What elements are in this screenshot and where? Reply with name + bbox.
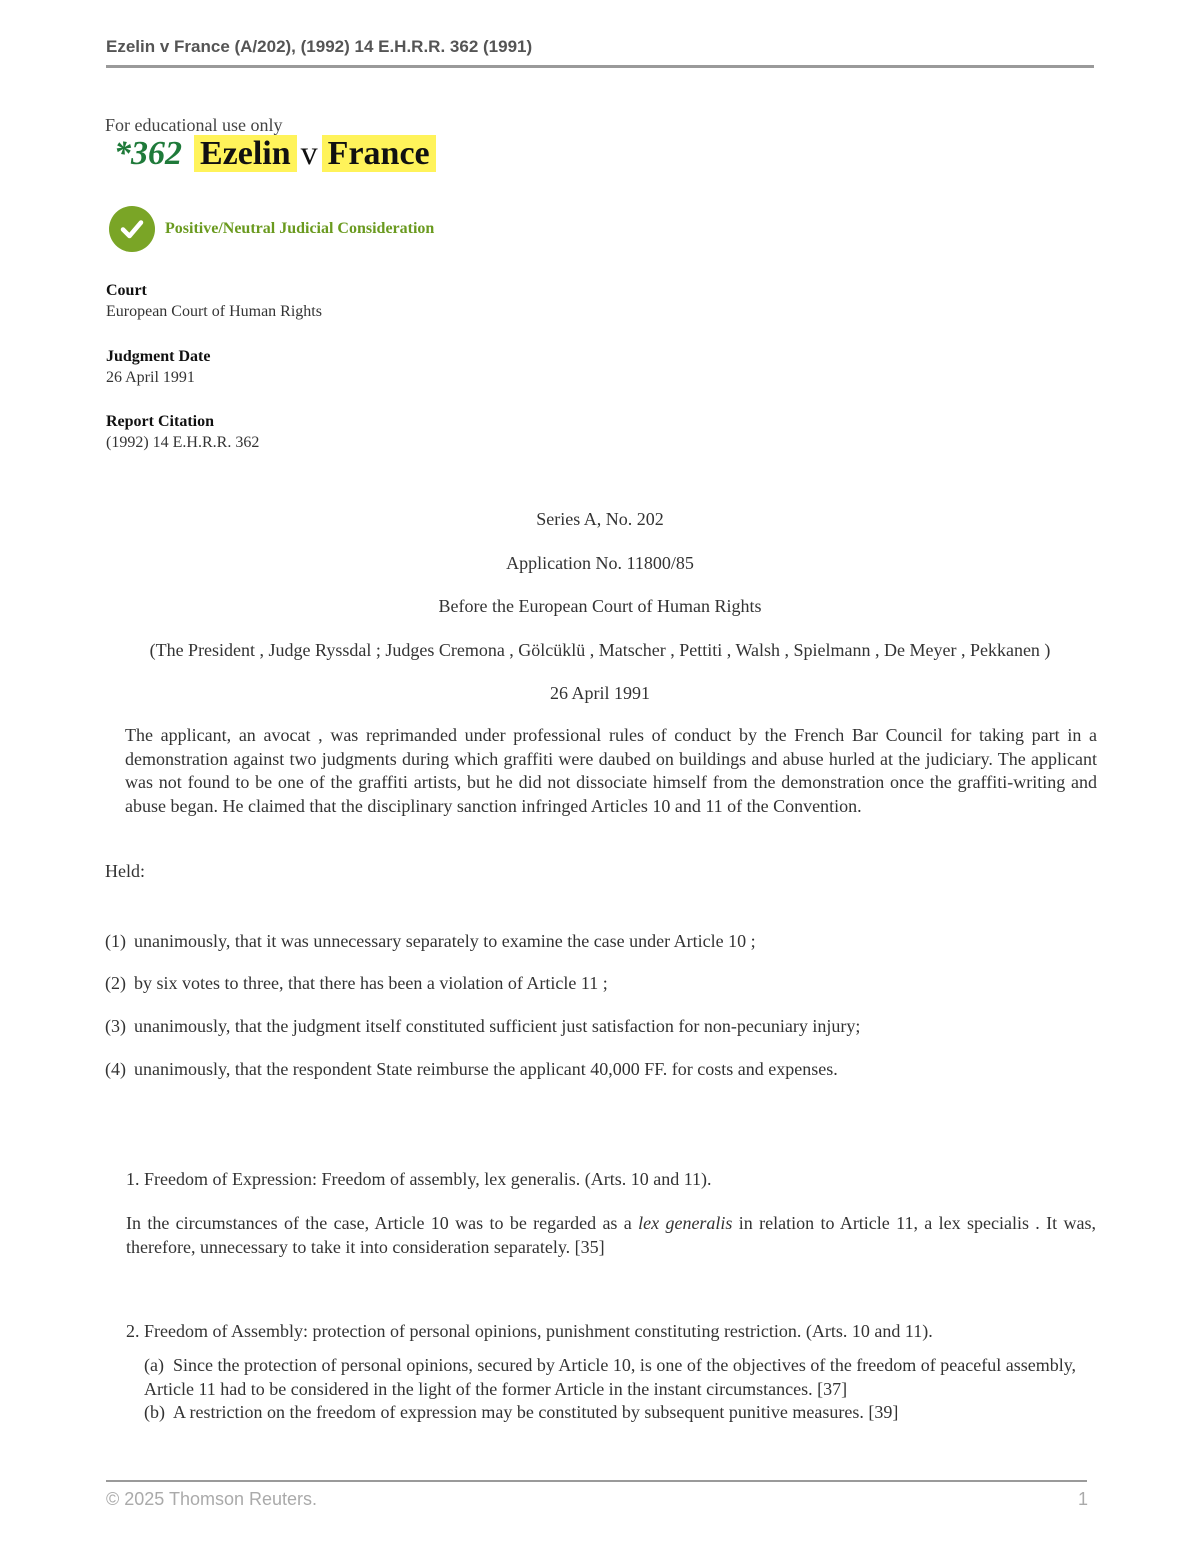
judicial-consideration-flag[interactable] (109, 206, 434, 252)
star-page-number: *362 (114, 135, 182, 172)
consideration-label: Positive/Neutral Judicial Consideration (165, 220, 435, 237)
item-label: (b) (144, 1402, 165, 1422)
case-summary: The applicant, an avocat , was reprimanded under professional rules of conduct by the French Bar Council for taking part in a demonstration against two judgments during which graffiti were daubed on buildings and abuse hurled at the judiciary. The applicant was not found to be one of the graffiti artists, but he did not dissociate himself from the demonstration once the graffiti-writing and abuse began. He claimed that the disciplinary sanction infringed Articles 10 and 11 of the Convention. (125, 725, 1097, 816)
court-label: Court (106, 282, 147, 299)
held-item-number: (3) (105, 1016, 126, 1036)
court-before-line: Before the European Court of Human Rights (438, 596, 762, 616)
judgment-date-label: Judgment Date (106, 348, 211, 365)
case-versus: v (300, 135, 318, 172)
page-number: 1 (1077, 1489, 1088, 1509)
copyright-notice: © 2025 Thomson Reuters. (106, 1489, 318, 1509)
case-party-2: France (322, 135, 436, 172)
held-item (105, 1059, 838, 1080)
held-item-text: by six votes to three, that there has been a violation of Article 11 ; (134, 973, 608, 993)
judgment-date-field (106, 346, 210, 388)
held-item-text: unanimously, that the judgment itself constituted sufficient just satisfaction for non-pecuniary injury; (134, 1016, 861, 1036)
case-date-line: 26 April 1991 (549, 683, 650, 703)
held-item (105, 973, 608, 994)
section-1-text (126, 1212, 1096, 1259)
item-label: (a) (144, 1355, 164, 1375)
case-title (114, 135, 436, 173)
court-field (106, 280, 322, 322)
item-text: A restriction on the freedom of expression may be constituted by subsequent punitive measures. [39] (173, 1402, 899, 1422)
section-1-heading: 1. Freedom of Expression: Freedom of assembly, lex generalis. (Arts. 10 and 11). (126, 1169, 712, 1189)
document-header-title: Ezelin v France (A/202), (1992) 14 E.H.R.R. 362 (1991) (106, 37, 533, 56)
lex-generalis-term: lex generalis (638, 1213, 733, 1233)
section-2-item-b (144, 1401, 1094, 1425)
held-item-number: (4) (105, 1059, 126, 1079)
section-1-text-part: in relation to Article 11, a lex specialis . It was, therefore, unnecessary to take it into consideration separately. [35] (126, 1213, 1096, 1257)
section-1-text-part: In the circumstances of the case, Article 10 was to be regarded as a (126, 1213, 639, 1233)
held-item-number: (2) (105, 973, 126, 993)
held-item-text: unanimously, that it was unnecessary separately to examine the case under Article 10 ; (134, 931, 756, 951)
report-citation-value: (1992) 14 E.H.R.R. 362 (106, 434, 260, 451)
application-number: Application No. 11800/85 (506, 553, 694, 573)
section-2-heading: 2. Freedom of Assembly: protection of personal opinions, punishment constituting restriction. (Arts. 10 and 11). (126, 1321, 933, 1341)
report-citation-label: Report Citation (106, 413, 214, 430)
educational-use-notice: For educational use only (105, 115, 283, 135)
header-divider (106, 65, 1094, 68)
footer-divider (106, 1480, 1087, 1482)
held-label: Held: (105, 861, 145, 881)
section-2-item-a (144, 1354, 1094, 1401)
judgment-date-value: 26 April 1991 (106, 369, 195, 386)
held-item-number: (1) (105, 931, 126, 951)
court-value: European Court of Human Rights (106, 303, 322, 320)
item-text: Since the protection of personal opinions, secured by Article 10, is one of the objectives of the freedom of peaceful assembly, Article 11 had to be considered in the light of the former Article in the instant circumstances. [37] (144, 1355, 1077, 1399)
held-item (105, 931, 756, 952)
series-line: Series A, No. 202 (536, 509, 664, 529)
held-item (105, 1016, 860, 1037)
case-party-1: Ezelin (194, 135, 297, 172)
report-citation-field (106, 411, 259, 453)
held-item-text: unanimously, that the respondent State reimburse the applicant 40,000 FF. for costs and expenses. (134, 1059, 838, 1079)
checkmark-icon (109, 206, 155, 252)
judges-line: (The President , Judge Ryssdal ; Judges Cremona , Gölcüklü , Matscher , Pettiti , Walsh , Spielmann , De Meyer , Pekkanen ) (149, 640, 1051, 660)
